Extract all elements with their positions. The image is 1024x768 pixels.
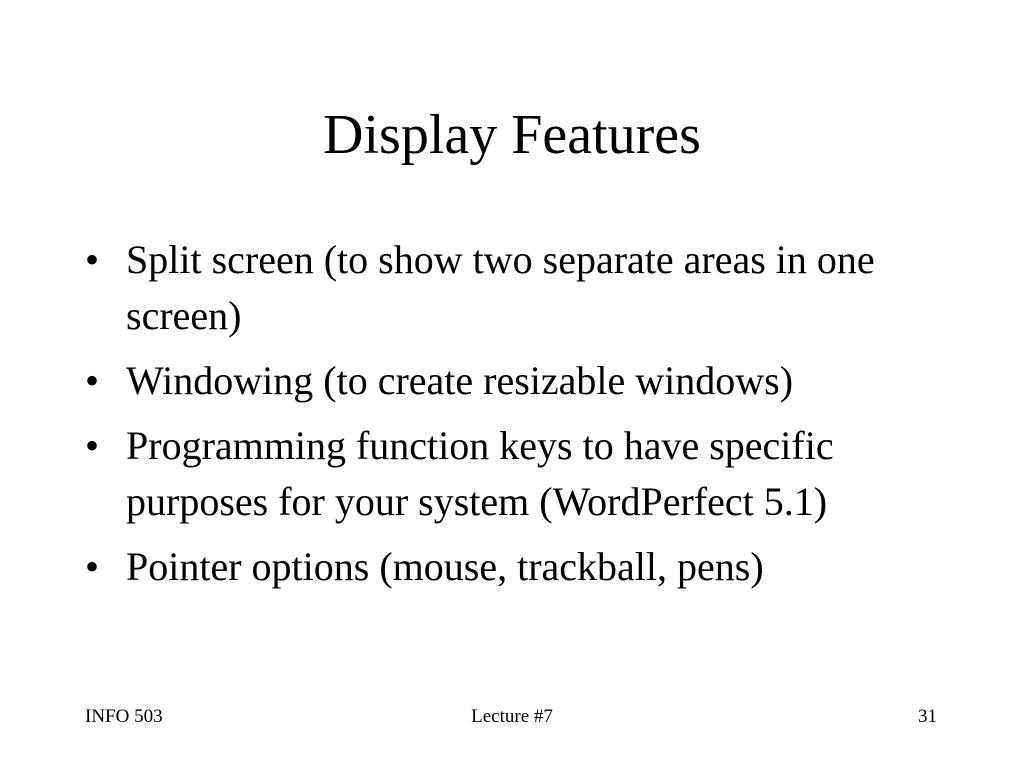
list-item [85, 539, 965, 595]
bullet-text: Split screen (to show two separate areas in one screen) [126, 237, 875, 338]
list-item [85, 232, 965, 344]
slide-number: 31 [918, 706, 937, 727]
bullet-icon: • [85, 423, 100, 468]
slide-title: Display Features [323, 104, 701, 166]
list-item [85, 353, 965, 409]
footer-lecture-label: Lecture #7 [471, 706, 553, 727]
bullet-icon: • [85, 237, 100, 282]
bullet-icon: • [85, 358, 100, 403]
bullet-text: Pointer options (mouse, trackball, pens) [126, 544, 764, 589]
bullet-list [85, 232, 965, 604]
footer-course-code: INFO 503 [85, 706, 163, 727]
list-item [85, 418, 965, 530]
bullet-text: Programming function keys to have specific purposes for your system (WordPerfect 5.1) [126, 423, 834, 524]
bullet-text: Windowing (to create resizable windows) [126, 358, 794, 403]
bullet-icon: • [85, 544, 100, 589]
